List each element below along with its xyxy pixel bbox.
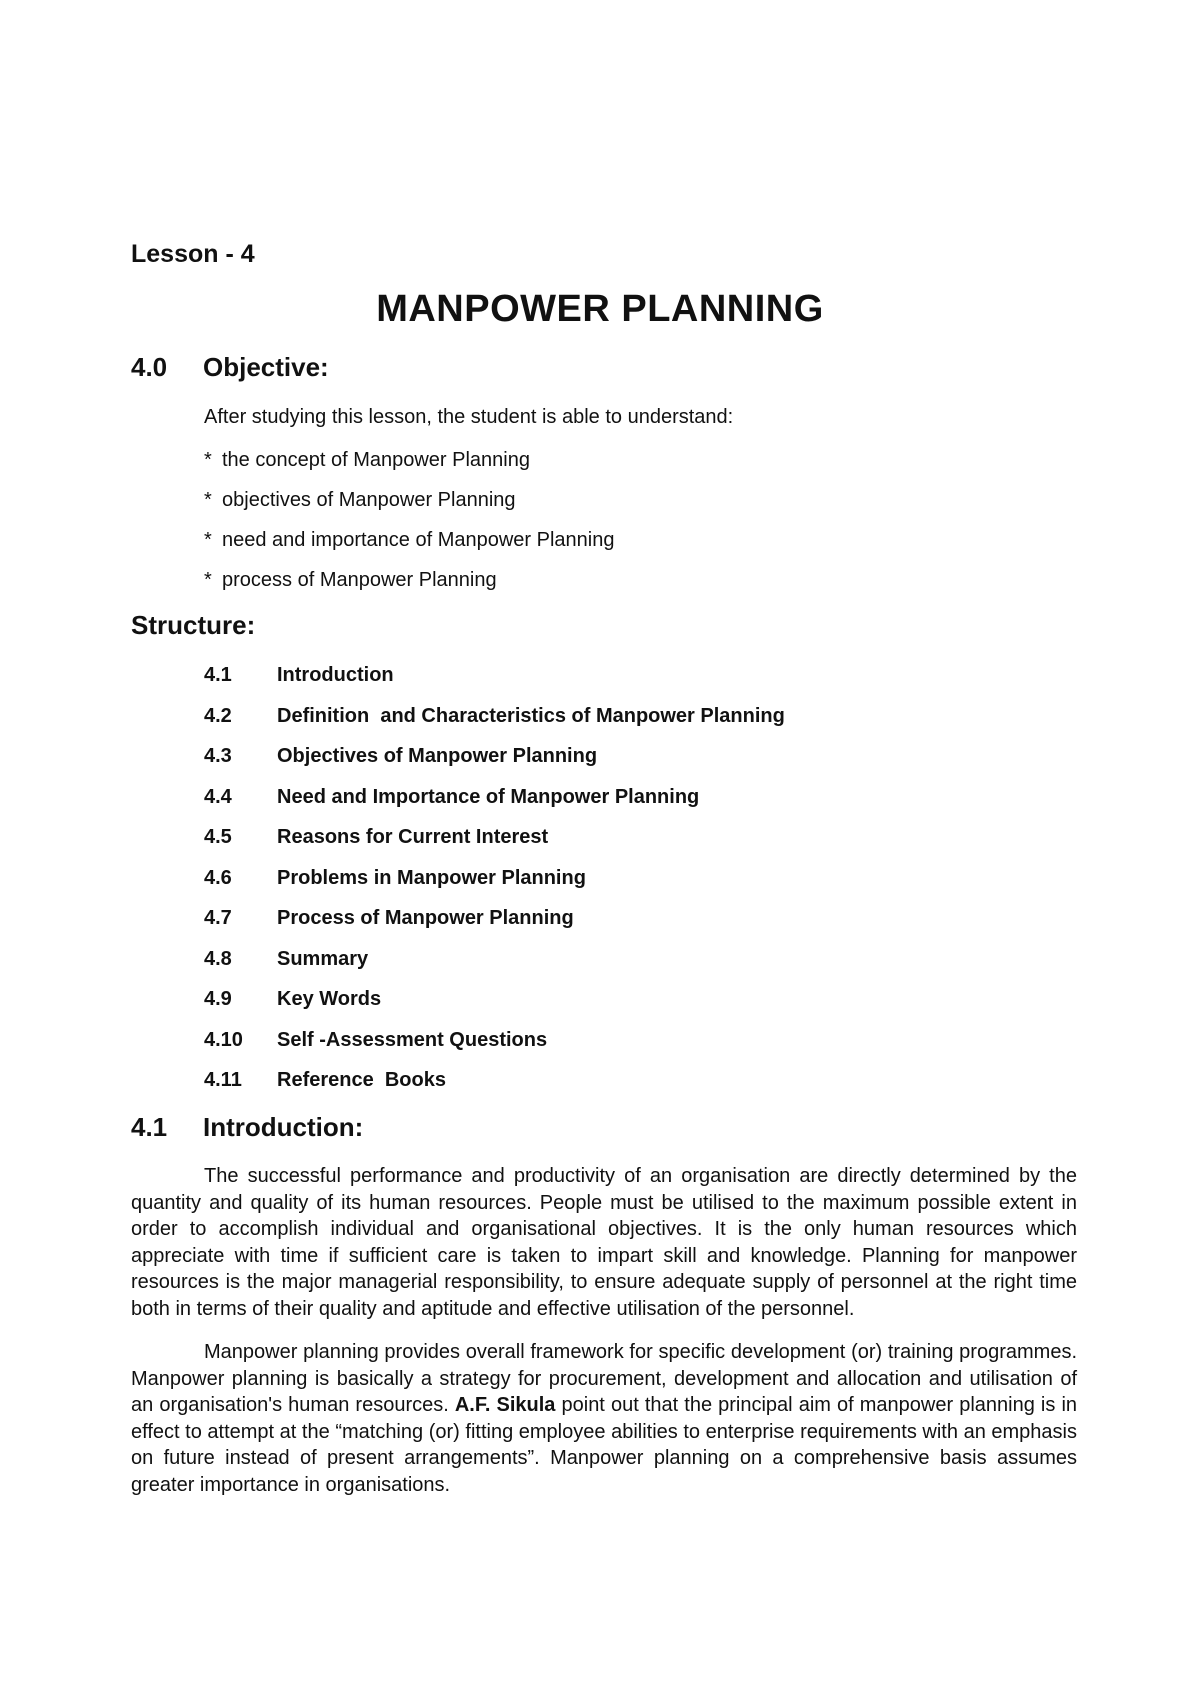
toc-item (204, 947, 785, 988)
toc-item (204, 1068, 785, 1109)
toc-item (204, 1028, 785, 1069)
paragraph-text: The successful performance and productivity of an organisation are directly determined by the quantity and quality of its human resources. People must be utilised to the maximum possible extent in order to accomplish individual and organisational objectives. It is the only human resources which appreciate with time if sufficient care is taken to impart skill and knowledge. Planning for manpower resources is the major managerial responsibility, to ensure adequate supply of personnel at the right time both in terms of their quality and aptitude and effective utilisation of the personnel. (131, 1165, 1077, 1320)
toc-number: 4.4 (204, 785, 232, 808)
toc-item (204, 906, 785, 947)
toc-item (204, 704, 785, 745)
toc-item (204, 744, 785, 785)
toc-number: 4.7 (204, 907, 232, 929)
objective-number: 4.0 (131, 352, 168, 382)
toc-number: 4.3 (204, 745, 232, 767)
list-item (204, 568, 614, 608)
toc-label: Need and Importance of Manpower Planning (277, 785, 700, 808)
introduction-paragraph-1 (131, 1163, 1077, 1322)
lesson-label: Lesson - 4 (131, 240, 255, 268)
toc-number: 4.6 (204, 866, 232, 889)
toc-item (204, 866, 785, 907)
toc-label: Self -Assessment Questions (277, 1028, 548, 1051)
toc-number: 4.8 (204, 947, 232, 970)
toc-item (204, 663, 785, 704)
objective-heading-text: Objective: (203, 352, 329, 382)
objective-intro: After studying this lesson, the student is able to understand: (204, 406, 734, 428)
toc-label: Problems in Manpower Planning (277, 866, 586, 889)
bullet-symbol: * (204, 529, 212, 551)
toc-item (204, 825, 785, 866)
toc-label: Summary (277, 947, 369, 970)
list-item (204, 448, 614, 488)
introduction-number: 4.1 (131, 1112, 168, 1142)
toc-label: Process of Manpower Planning (277, 907, 574, 929)
objective-item-text: process of Manpower Planning (222, 569, 497, 591)
toc-number: 4.5 (204, 826, 232, 848)
introduction-heading (131, 1112, 363, 1143)
structure-heading: Structure: (131, 610, 256, 640)
bullet-symbol: * (204, 489, 212, 511)
bullet-symbol: * (204, 569, 212, 591)
toc-label: Reference Books (277, 1069, 446, 1091)
toc-number: 4.1 (204, 664, 232, 686)
list-item (204, 488, 614, 528)
introduction-heading-text: Introduction: (203, 1112, 364, 1142)
objective-item-text: the concept of Manpower Planning (222, 449, 530, 471)
objective-item-text: need and importance of Manpower Planning (222, 529, 615, 551)
toc-item (204, 785, 785, 826)
paragraph-text: Manpower planning provides overall framework for specific development (or) training programmes. Manpower planning is basically a strategy for procurement, development and allocation and utilisation of an organisation's human resources. (131, 1341, 1077, 1416)
introduction-paragraph-2 (131, 1339, 1077, 1498)
objective-item-text: objectives of Manpower Planning (222, 489, 516, 511)
bullet-symbol: * (204, 449, 212, 471)
toc-label: Definition and Characteristics of Manpower Planning (277, 704, 785, 727)
toc-label: Reasons for Current Interest (277, 826, 549, 848)
toc-number: 4.10 (204, 1028, 243, 1051)
objective-list (204, 448, 614, 608)
toc-label: Introduction (277, 664, 394, 686)
toc-label: Objectives of Manpower Planning (277, 745, 598, 767)
toc-number: 4.11 (204, 1069, 242, 1091)
objective-heading (131, 352, 329, 383)
author-name: A.F. Sikula (454, 1394, 556, 1416)
paragraph-text: point out that the principal aim of manpower planning is in effect to attempt at the “matching (or) fitting employee abilities to enterprise requirements with an emphasis on future instead of present arrangements”. Manpower planning on a comprehensive basis assumes greater importance in organisations. (131, 1394, 1078, 1496)
toc-item (204, 987, 785, 1028)
page-title: MANPOWER PLANNING (376, 288, 824, 330)
toc-number: 4.9 (204, 988, 232, 1010)
toc-label: Key Words (277, 988, 382, 1010)
list-item (204, 528, 614, 568)
toc-number: 4.2 (204, 704, 232, 727)
structure-list (204, 663, 785, 1109)
